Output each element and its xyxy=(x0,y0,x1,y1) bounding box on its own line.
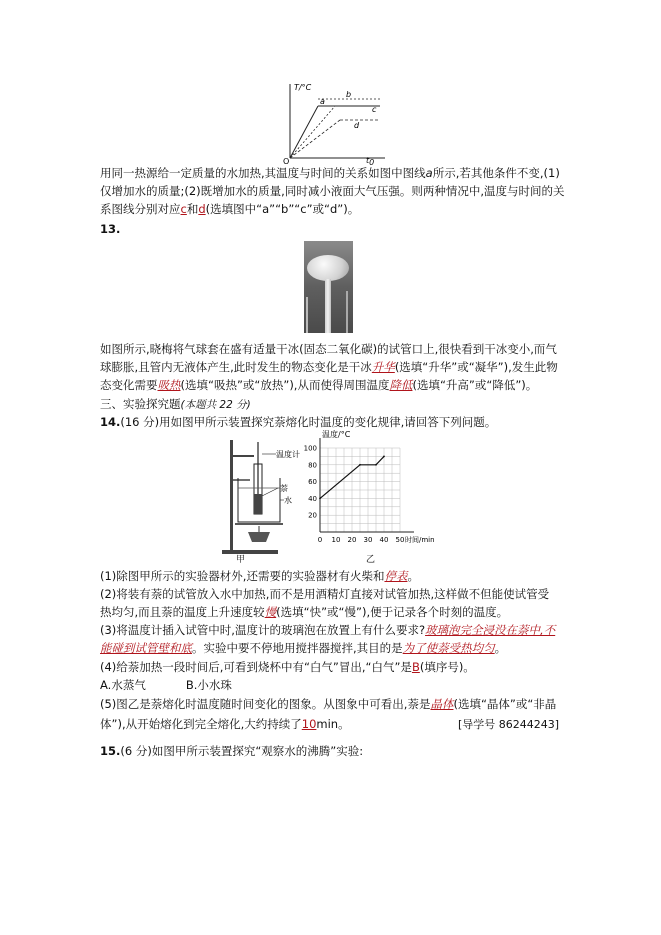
curve-d-label: d xyxy=(354,121,360,130)
q13-number: 13. xyxy=(100,222,121,236)
q15-intro: 15.(6 分)如图甲所示装置探究“观察水的沸腾”实验: xyxy=(100,744,364,758)
q14-answer-2: 慢 xyxy=(264,605,277,619)
balloon-photo xyxy=(304,241,353,333)
q13-answer-1: 升华 xyxy=(371,360,395,374)
q12-line-1: 用同一热源给一定质量的水加热,其温度与时间的关系如图中图线a所示,若其他条件不变,(1) xyxy=(100,166,560,180)
x-axis-label: 时间/min xyxy=(405,536,435,544)
data-point xyxy=(383,456,385,458)
guide-number: [导学号 86244243] xyxy=(458,718,560,731)
melting-chart xyxy=(300,430,450,554)
y-tick-label: 60 xyxy=(308,478,317,487)
q13-answer-3: 降低 xyxy=(389,378,413,392)
q13-answer-2: 吸热 xyxy=(157,378,181,392)
caption-jia: 甲 xyxy=(236,555,246,565)
q14-answer-3a: 玻璃泡完全浸没在萘中,不 xyxy=(425,623,556,637)
x-tick-label: 10 xyxy=(331,536,341,544)
q14-answer-5a: 晶体 xyxy=(430,697,454,711)
q14-answer-4: B xyxy=(411,660,420,674)
q13-line-2: 球膨胀,且管内无液体产生,此时发生的物态变化是干冰升华(选填“升华”或“凝华”),发生此物 xyxy=(100,360,558,374)
label-naphthalene: 萘 xyxy=(280,484,288,493)
q14-part-2a: (2)将装有萘的试管放入水中加热,而不是用酒精灯直接对试管加热,这样做不但能使试管受 xyxy=(100,587,550,601)
data-point xyxy=(319,498,321,500)
q12-line-3: 系图线分别对应c和d(选填图中“a”“b”“c”或“d”)。 xyxy=(100,202,360,216)
graph-origin: O xyxy=(283,157,290,165)
q14-part-2b: 热均匀,而且萘的温度上升速度较慢(选填“快”或“慢”),便于记录各个时刻的温度。 xyxy=(100,605,509,619)
q13-line-3: 态变化需要吸热(选填“吸热”或“放热”),从而使得周围温度降低(选填“升高”或“降低”)。 xyxy=(100,378,538,392)
data-point xyxy=(375,464,377,466)
q13-line-1: 如图所示,晓梅将气球套在盛有适量干冰(固态二氧化碳)的试管口上,很快看到干冰变小,而气 xyxy=(100,342,557,356)
q14-answer-1: 停表 xyxy=(384,569,408,583)
data-point xyxy=(359,464,361,466)
q14-answer-3b: 能碰到试管壁和底 xyxy=(100,641,192,655)
label-water: 水 xyxy=(284,496,292,505)
q14-options xyxy=(100,677,232,693)
heating-graph xyxy=(280,80,390,165)
x-tick-label: 20 xyxy=(347,536,357,544)
label-thermometer: 温度计 xyxy=(276,450,300,459)
y-tick-label: 100 xyxy=(303,444,317,453)
x-tick-label: 40 xyxy=(379,536,389,544)
q12-answer-1: c xyxy=(180,202,187,216)
x-tick-label: 30 xyxy=(363,536,373,544)
q14-part-5a: (5)图乙是萘熔化时温度随时间变化的图象。从图象中可看出,萘是晶体(选填“晶体”或“非晶 xyxy=(100,697,557,711)
y-axis-label: 温度/°C xyxy=(322,430,351,439)
q12-answer-2: d xyxy=(198,202,206,216)
q14-part-5b: 体”),从开始熔化到完全熔化,大约持续了10min。 xyxy=(100,717,350,731)
curve-c-label: c xyxy=(372,105,377,114)
graph-y-label: T/°C xyxy=(294,83,312,92)
x-tick-label: 0 xyxy=(317,536,323,544)
q12-line-2: 仅增加水的质量;(2)既增加水的质量,同时减小液面大气压强。则两种情况中,温度与时间的关 xyxy=(100,184,565,198)
q14-part-3a: (3)将温度计插入试管中时,温度计的玻璃泡在放置上有什么要求?玻璃泡完全浸没在萘中,不 xyxy=(100,623,556,637)
caption-yi: 乙 xyxy=(366,555,376,565)
option-b: B.小水珠 xyxy=(185,678,232,692)
y-tick-label: 20 xyxy=(308,511,317,520)
q14-part-1: (1)除图甲所示的实验器材外,还需要的实验器材有火柴和停表。 xyxy=(100,569,419,583)
q14-intro: 14.(16 分)用如图甲所示装置探究萘熔化时温度的变化规律,请回答下列问题。 xyxy=(100,415,497,429)
x-tick-label: 50 xyxy=(395,536,405,544)
section-3-heading: 三、实验探究题(本题共 22 分) xyxy=(100,397,251,411)
graph-x-label: t0 xyxy=(366,156,375,167)
curve-b-label: b xyxy=(346,90,352,99)
option-a: A.水蒸气 xyxy=(100,678,146,692)
q14-answer-5b: 10 xyxy=(301,717,317,731)
apparatus-figure xyxy=(218,436,308,564)
q14-answer-3c: 为了使萘受热均匀 xyxy=(402,641,495,655)
y-tick-label: 80 xyxy=(308,461,317,470)
q14-part-3b: 能碰到试管壁和底。实验中要不停地用搅拌器搅拌,其目的是为了使萘受热均匀。 xyxy=(100,641,507,655)
curve-a-label: a xyxy=(320,97,325,106)
y-tick-label: 40 xyxy=(308,494,317,503)
q14-part-4: (4)给萘加热一段时间后,可看到烧杯中有“白气”冒出,“白气”是B(填序号)。 xyxy=(100,660,475,674)
